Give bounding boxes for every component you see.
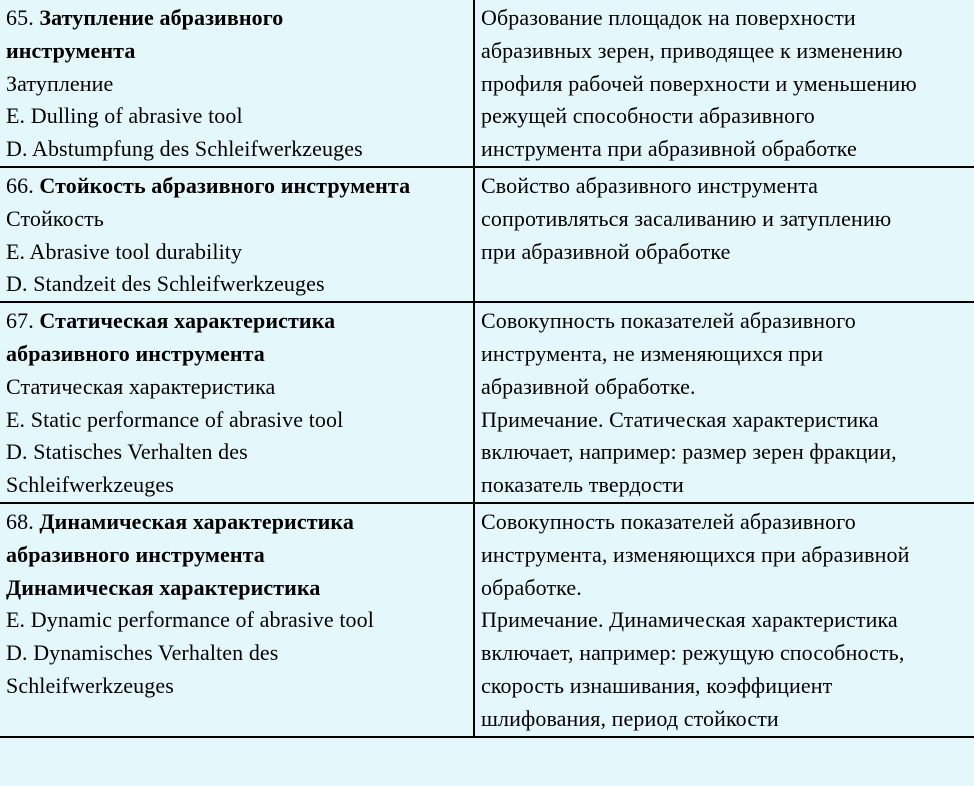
table-row — [0, 503, 974, 737]
term-title: абразивного инструмента — [6, 541, 265, 567]
english-term: E. Static performance of abrasive tool — [6, 406, 344, 432]
definition-line: режущей способности абразивного — [481, 103, 815, 129]
definition-cell — [474, 167, 974, 302]
term-number: 68. — [6, 508, 34, 534]
term-number: 65. — [6, 5, 34, 30]
definition-line: Образование площадок на поверхности — [481, 5, 856, 30]
definition-cell — [474, 0, 974, 167]
term-title: Динамическая характеристика — [39, 508, 354, 534]
term-cell — [0, 0, 474, 167]
definition-line: включает, например: размер зерен фракции, — [481, 439, 897, 465]
term-title: инструмента — [6, 37, 136, 63]
table-row — [0, 0, 974, 167]
definition-line: показатель твердости — [481, 472, 684, 498]
term-number: 66. — [6, 172, 34, 198]
definition-line: Совокупность показателей абразивного — [481, 308, 856, 334]
term-heading-line — [6, 2, 467, 35]
term-heading-line — [6, 305, 467, 338]
english-term: E. Dulling of abrasive tool — [6, 103, 243, 129]
term-title: Стойкость абразивного инструмента — [39, 172, 411, 198]
term-cell — [0, 167, 474, 302]
german-term: D. Standzeit des Schleifwerkzeuges — [6, 271, 325, 297]
term-cell — [0, 503, 474, 737]
definition-line: абразивных зерен, приводящее к изменению — [481, 37, 903, 63]
term-cell — [0, 302, 474, 503]
definition-cell — [474, 503, 974, 737]
definition-line: Примечание. Динамическая характеристика — [481, 607, 898, 633]
english-term: E. Abrasive tool durability — [6, 238, 243, 264]
german-term: D. Abstumpfung des Schleifwerkzeuges — [6, 136, 363, 162]
term-title: Статическая характеристика — [39, 308, 336, 334]
short-term: Стойкость — [6, 205, 104, 231]
definition-line: скорость изнашивания, коэффициент — [481, 672, 833, 698]
definition-line: инструмента, не изменяющихся при — [481, 340, 824, 366]
definition-line: Свойство абразивного инструмента — [481, 172, 819, 198]
definition-line: включает, например: режущую способность, — [481, 640, 905, 666]
english-term: E. Dynamic performance of abrasive tool — [6, 607, 374, 633]
term-heading-line — [6, 170, 467, 203]
german-term: Schleifwerkzeuges — [6, 672, 174, 698]
term-title: абразивного инструмента — [6, 340, 265, 366]
german-term: Schleifwerkzeuges — [6, 472, 174, 498]
short-term: Динамическая характеристика — [6, 574, 321, 600]
definition-cell — [474, 302, 974, 503]
term-number: 67. — [6, 308, 34, 334]
german-term: D. Dynamisches Verhalten des — [6, 640, 279, 666]
definition-line: абразивной обработке. — [481, 373, 696, 399]
short-term: Статическая характеристика — [6, 373, 276, 399]
definition-line: инструмента при абразивной обработке — [481, 136, 857, 162]
term-title: Затупление абразивного — [39, 5, 284, 30]
definition-line: шлифования, период стойкости — [481, 705, 779, 731]
table-row — [0, 167, 974, 302]
short-term: Затупление — [6, 70, 114, 96]
definition-line: сопротивляться засаливанию и затуплению — [481, 205, 892, 231]
definition-line: обработке. — [481, 574, 582, 600]
table-row — [0, 302, 974, 503]
definition-line: инструмента, изменяющихся при абразивной — [481, 541, 910, 567]
definition-line: Примечание. Статическая характеристика — [481, 406, 879, 432]
definition-line: Совокупность показателей абразивного — [481, 508, 856, 534]
term-heading-line — [6, 506, 467, 539]
definition-line: при абразивной обработке — [481, 238, 731, 264]
definition-line: профиля рабочей поверхности и уменьшению — [481, 70, 917, 96]
german-term: D. Statisches Verhalten des — [6, 439, 248, 465]
